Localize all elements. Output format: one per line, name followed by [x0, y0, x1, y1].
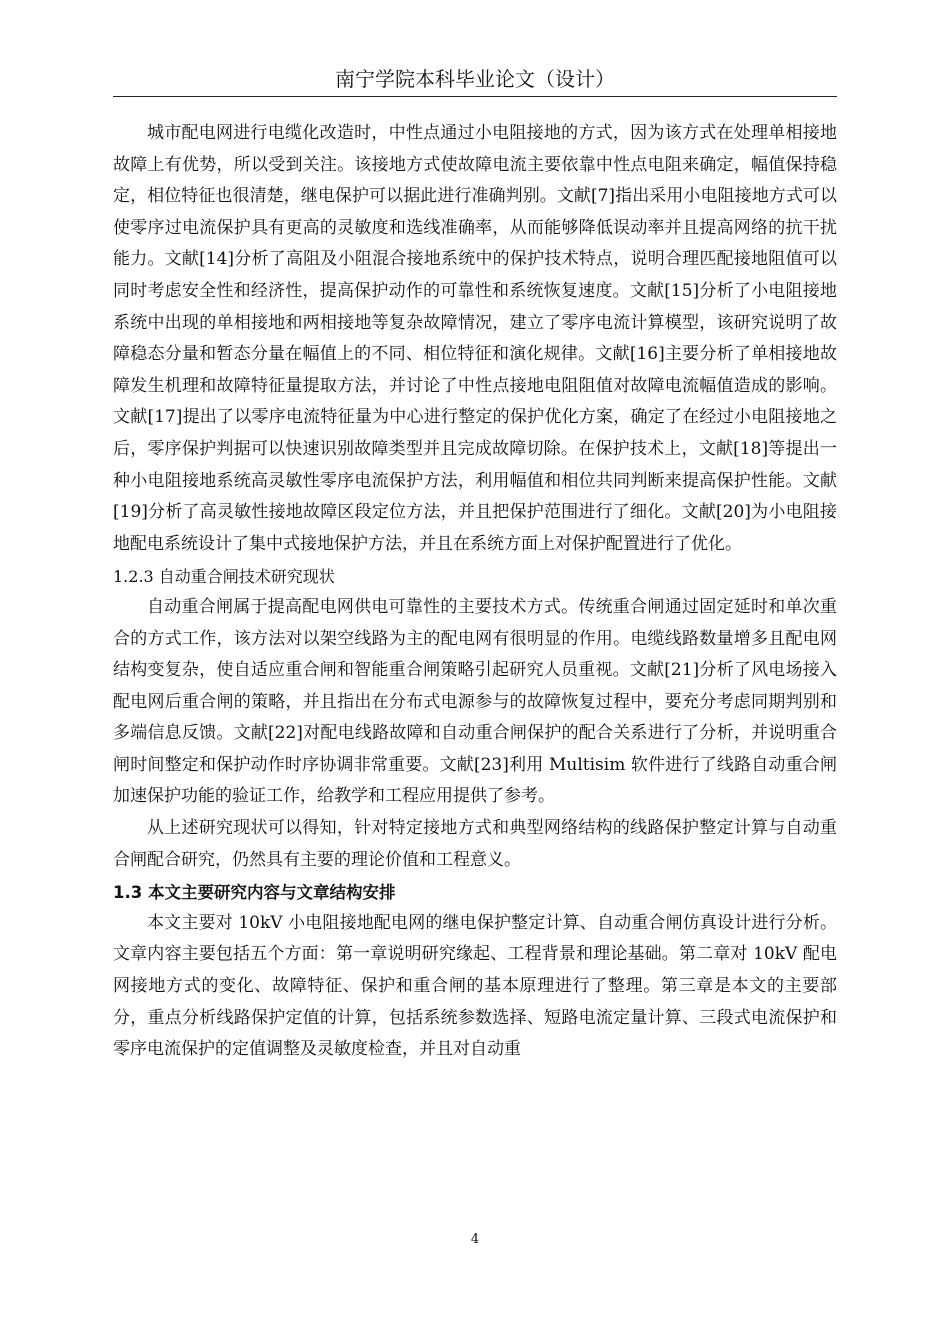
paragraph-reclosing-review: 自动重合闸属于提高配电网供电可靠性的主要技术方式。传统重合闸通过固定延时和单次重合的方式工作，该方法对以架空线路为主的配电网有很明显的作用。电缆线路数量增多且配电网结构变复杂，使自适应重合闸和智能重合闸策略引起研究人员重视。文献[21]分析了风电场接入配电网后重合闸的策略，并且指出在分布式电源参与的故障恢复过程中，要充分考虑同期判别和多端信息反馈。文献[22]对配电线路故障和自动重合闸保护的配合关系进行了分析，并说明重合闸时间整定和保护动作时序协调非常重要。文献[23]利用 Multisim 软件进行了线路自动重合闸加速保护功能的验证工作，给教学和工程应用提供了参考。: [113, 596, 837, 807]
paragraph-summary: 从上述研究现状可以得知，针对特定接地方式和典型网络结构的线路保护整定计算与自动重合闸配合研究，仍然具有主要的理论价值和工程意义。: [113, 818, 837, 870]
subsection-heading-1-2-3: 1.2.3 自动重合闸技术研究现状: [113, 567, 335, 587]
running-header: 南宁学院本科毕业论文（设计）: [335, 67, 615, 91]
section-heading-1-3: 1.3 本文主要研究内容与文章结构安排: [113, 883, 396, 903]
header-rule: [113, 96, 837, 97]
body-text: [113, 118, 837, 1066]
paragraph-grounding-review: 城市配电网进行电缆化改造时，中性点通过小电阻接地的方式，因为该方式在处理单相接地故障上有优势，所以受到关注。该接地方式使故障电流主要依靠中性点电阻来确定，幅值保持稳定，相位特征也很清楚，继电保护可以据此进行准确判别。文献[7]指出采用小电阻接地方式可以使零序过电流保护具有更高的灵敏度和选线准确率，从而能够降低误动率并且提高网络的抗干扰能力。文献[14]分析了高阻及小阻混合接地系统中的保护技术特点，说明合理匹配接地阻值可以同时考虑安全性和经济性，提高保护动作的可靠性和系统恢复速度。文献[15]分析了小电阻接地系统中出现的单相接地和两相接地等复杂故障情况，建立了零序电流计算模型，该研究说明了故障稳态分量和暂态分量在幅值上的不同、相位特征和演化规律。文献[16]主要分析了单相接地故障发生机理和故障特征量提取方法，并讨论了中性点接地电阻阻值对故障电流幅值造成的影响。文献[17]提出了以零序电流特征量为中心进行整定的保护优化方案，确定了在经过小电阻接地之后，零序保护判据可以快速识别故障类型并且完成故障切除。在保护技术上，文献[18]等提出一种小电阻接地系统高灵敏性零序电流保护方法，利用幅值和相位共同判断来提高保护性能。文献[19]分析了高灵敏性接地故障区段定位方法，并且把保护范围进行了细化。文献[20]为小电阻接地配电系统设计了集中式接地保护方法，并且在系统方面上对保护配置进行了优化。: [113, 123, 837, 554]
paragraph-research-content: 本文主要对 10kV 小电阻接地配电网的继电保护整定计算、自动重合闸仿真设计进行分析。文章内容主要包括五个方面：第一章说明研究缘起、工程背景和理论基础。第二章对 10kV 配电网接地方式的变化、故障特征、保护和重合闸的基本原理进行了整理。第三章是本文的主要部分，重点分析线路保护定值的计算，包括系统参数选择、短路电流定量计算、三段式电流保护和零序电流保护的定值调整及灵敏度检查，并且对自动重: [113, 912, 837, 1060]
page-number: 4: [470, 1232, 480, 1247]
